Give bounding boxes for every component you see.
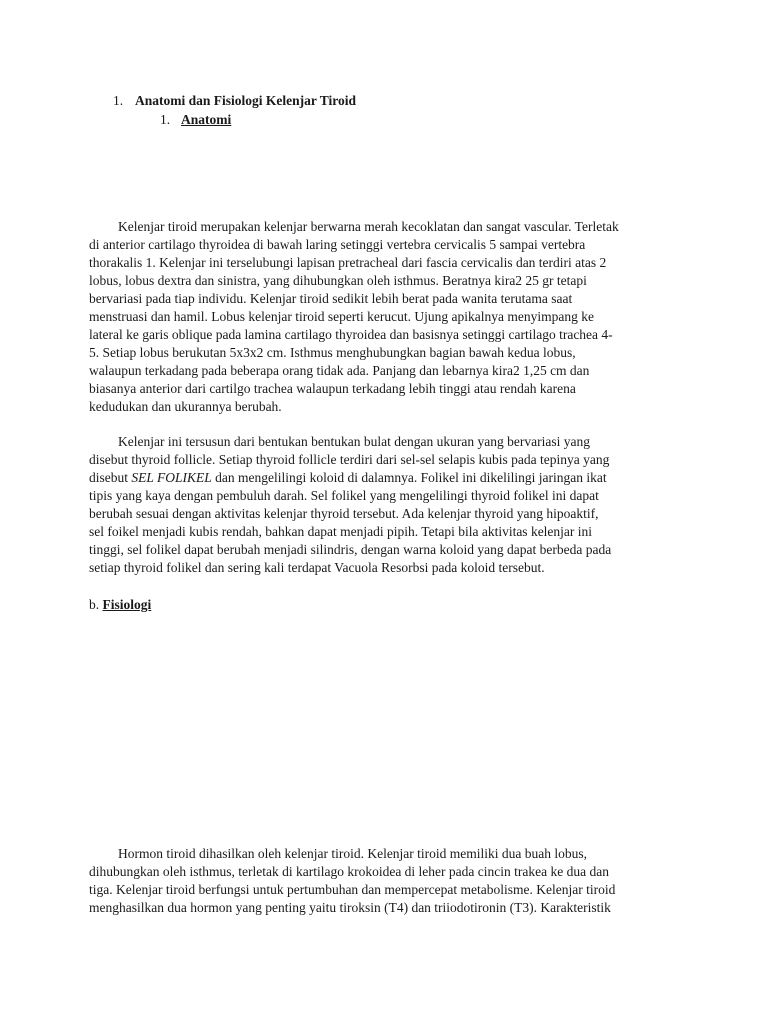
section-title: Anatomi dan Fisiologi Kelenjar Tiroid <box>135 93 357 108</box>
text-run: disebut <box>89 470 132 485</box>
subsection-title: Anatomi <box>181 112 232 127</box>
text-line: lobus, lobus dextra dan sinistra, yang dihubungkan oleh isthmus. Beratnya kira2 25 gr tetapi <box>89 273 587 288</box>
subsection-heading-fisiologi <box>89 597 151 613</box>
text-line: berubah sesuai dengan aktivitas kelenjar thyroid tersebut. Ada kelenjar thyroid yang hipoaktif, <box>89 506 599 521</box>
paragraph-anatomi-2 <box>89 433 689 577</box>
text-line: 5. Setiap lobus berukutan 5x3x2 cm. Isthmus menghubungkan bagian bawah kedua lobus, <box>89 345 576 360</box>
paragraph-fisiologi <box>89 845 689 917</box>
text-run: dan mengelilingi koloid di dalamnya. Folikel ini dikelilingi jaringan ikat <box>211 470 607 485</box>
text-line: di anterior cartilago thyroidea di bawah laring setinggi vertebra cervicalis 5 sampai vertebra <box>89 237 586 252</box>
text-line: sel foikel menjadi kubis rendah, bahkan dapat menjadi pipih. Tetapi bila aktivitas kelenjar ini <box>89 524 593 539</box>
subsection-title: Fisiologi <box>102 597 152 612</box>
text-line: Hormon tiroid dihasilkan oleh kelenjar tiroid. Kelenjar tiroid memiliki dua buah lobus, <box>118 846 588 861</box>
text-line: tipis yang kaya dengan pembuluh darah. Sel folikel yang mengelilingi thyroid folikel ini dapat <box>89 488 599 503</box>
subsection-heading-anatomi <box>160 112 231 128</box>
paragraph-anatomi-1 <box>89 218 689 416</box>
subsection-number: b. <box>89 597 100 612</box>
subsection-number: 1. <box>160 112 171 127</box>
italic-term: SEL FOLIKEL <box>131 470 212 485</box>
text-line: kedudukan dan ukurannya berubah. <box>89 399 282 414</box>
text-line: bervariasi pada tiap individu. Kelenjar tiroid sedikit lebih berat pada wanita terutama saat <box>89 291 573 306</box>
text-line: menghasilkan dua hormon yang penting yaitu tiroksin (T4) dan triiodotironin (T3). Karakteristik <box>89 900 611 915</box>
text-line: Kelenjar tiroid merupakan kelenjar berwarna merah kecoklatan dan sangat vascular. Terletak <box>118 219 619 234</box>
text-line: walaupun terkadang pada beberapa orang tidak ada. Panjang dan lebarnya kira2 1,25 cm dan <box>89 363 590 378</box>
text-line: dihubungkan oleh isthmus, terletak di kartilago krokoidea di leher pada cincin trakea ke dua dan <box>89 864 609 879</box>
text-line-mixed <box>89 469 689 487</box>
text-line: biasanya anterior dari cartilgo trachea walaupun terkadang lebih tinggi atau rendah karena <box>89 381 576 396</box>
text-line: setiap thyroid folikel dan sering kali terdapat Vacuola Resorbsi pada koloid tersebut. <box>89 560 545 575</box>
text-line: menstruasi dan hamil. Lobus kelenjar tiroid seperti kerucut. Ujung apikalnya menyimpang ke <box>89 309 594 324</box>
text-line: Kelenjar ini tersusun dari bentukan bentukan bulat dengan ukuran yang bervariasi yang <box>118 434 590 449</box>
section-number: 1. <box>113 93 124 108</box>
text-line: disebut thyroid follicle. Setiap thyroid follicle terdiri dari sel-sel selapis kubis pada tepinya yang <box>89 452 610 467</box>
text-line: lateral ke garis oblique pada lamina cartilago thyroidea dan basisnya setinggi cartilago trachea 4- <box>89 327 613 342</box>
text-line: thorakalis 1. Kelenjar ini terselubungi lapisan pretracheal dari fascia cervicalis dan terdiri atas 2 <box>89 255 607 270</box>
text-line: tiga. Kelenjar tiroid berfungsi untuk pertumbuhan dan mempercepat metabolisme. Kelenjar tiroid <box>89 882 616 897</box>
section-heading <box>113 93 356 109</box>
text-line: tinggi, sel folikel dapat berubah menjadi silindris, dengan warna koloid yang dapat berbeda pada <box>89 542 612 557</box>
